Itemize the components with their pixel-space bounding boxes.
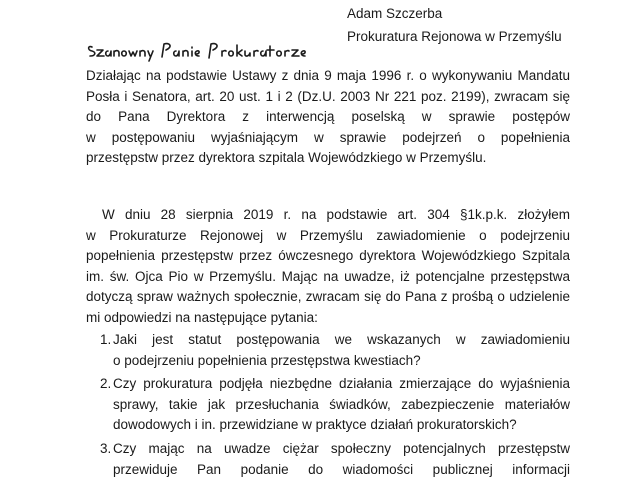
handwritten-salutation	[86, 38, 326, 62]
paragraph-line: popełnienia przestępstw przez ówczesnego dyrektora Wojewódzkiego Szpitala	[86, 248, 570, 264]
intro-paragraph	[86, 66, 570, 169]
list-item-number: 3.	[100, 440, 112, 456]
list-item	[86, 374, 570, 436]
paragraph-line: dotyczą spraw ważnych społecznie, zwracam się do Pana z prośbą o udzielenie	[86, 289, 570, 305]
list-item	[86, 330, 570, 371]
paragraph-line: Posła i Senatora, art. 20 ust. 1 i 2 (Dz.U. 2003 Nr 221 poz. 2199), zwracam się	[86, 88, 570, 104]
list-item-line: sprawy, takie jak przesłuchania świadków, zabezpieczenie materiałów	[113, 396, 570, 412]
paragraph-line: im. św. Ojca Pio w Przemyślu. Mając na uwadze, iż potencjalne przestępstwa	[86, 268, 570, 284]
list-item-line: Jaki jest statut postępowania we wskazanych w zawiadomieniu	[113, 332, 570, 347]
paragraph-line: Działając na podstawie Ustawy z dnia 9 maja 1996 r. o wykonywaniu Mandatu	[86, 68, 570, 83]
paragraph-line: do Pana Dyrektora z interwencją poselską w sprawie postępów	[86, 109, 570, 125]
body-paragraph	[86, 205, 570, 329]
addressee-institution: Prokuratura Rejonowa w Przemyślu	[347, 29, 562, 44]
list-item-line: Czy prokuratura podjęła niezbędne działania zmierzające do wyjaśnienia	[113, 376, 570, 392]
addressee-name: Adam Szczerba	[347, 6, 443, 21]
paragraph-line: W dniu 28 sierpnia 2019 r. na podstawie art. 304 §1k.p.k. złożyłem	[102, 207, 570, 222]
paragraph-line: w postępowaniu wyjaśniającym w sprawie podejrzeń o popełnienia	[86, 129, 570, 145]
list-item-number: 1.	[100, 332, 112, 347]
paragraph-line: w Prokuraturze Rejonowej w Przemyślu zawiadomienie o podejrzeniu	[86, 227, 570, 243]
paragraph-line: przestępstw przez dyrektora szpitala Wojewódzkiego w Przemyślu.	[86, 150, 487, 166]
list-item-line: dowodowych i in. przewidziane w praktyce działań prokuratorskich?	[113, 417, 517, 433]
handwritten-salutation-signature	[86, 38, 326, 62]
list-item-line: Czy mając na uwadze ciężar społeczny potencjalnych przestępstw	[113, 440, 570, 456]
addressee-block	[347, 2, 562, 48]
questions-list	[86, 330, 570, 480]
list-item-line: o podejrzeniu popełnienia przestępstwa kwestiach?	[113, 352, 421, 368]
list-item-number: 2.	[100, 376, 112, 392]
paragraph-line: mi odpowiedzi na następujące pytania:	[86, 309, 318, 325]
list-item-line: przewiduje Pan podanie do wiadomości publicznej informacji	[113, 461, 570, 477]
list-item	[86, 439, 570, 480]
